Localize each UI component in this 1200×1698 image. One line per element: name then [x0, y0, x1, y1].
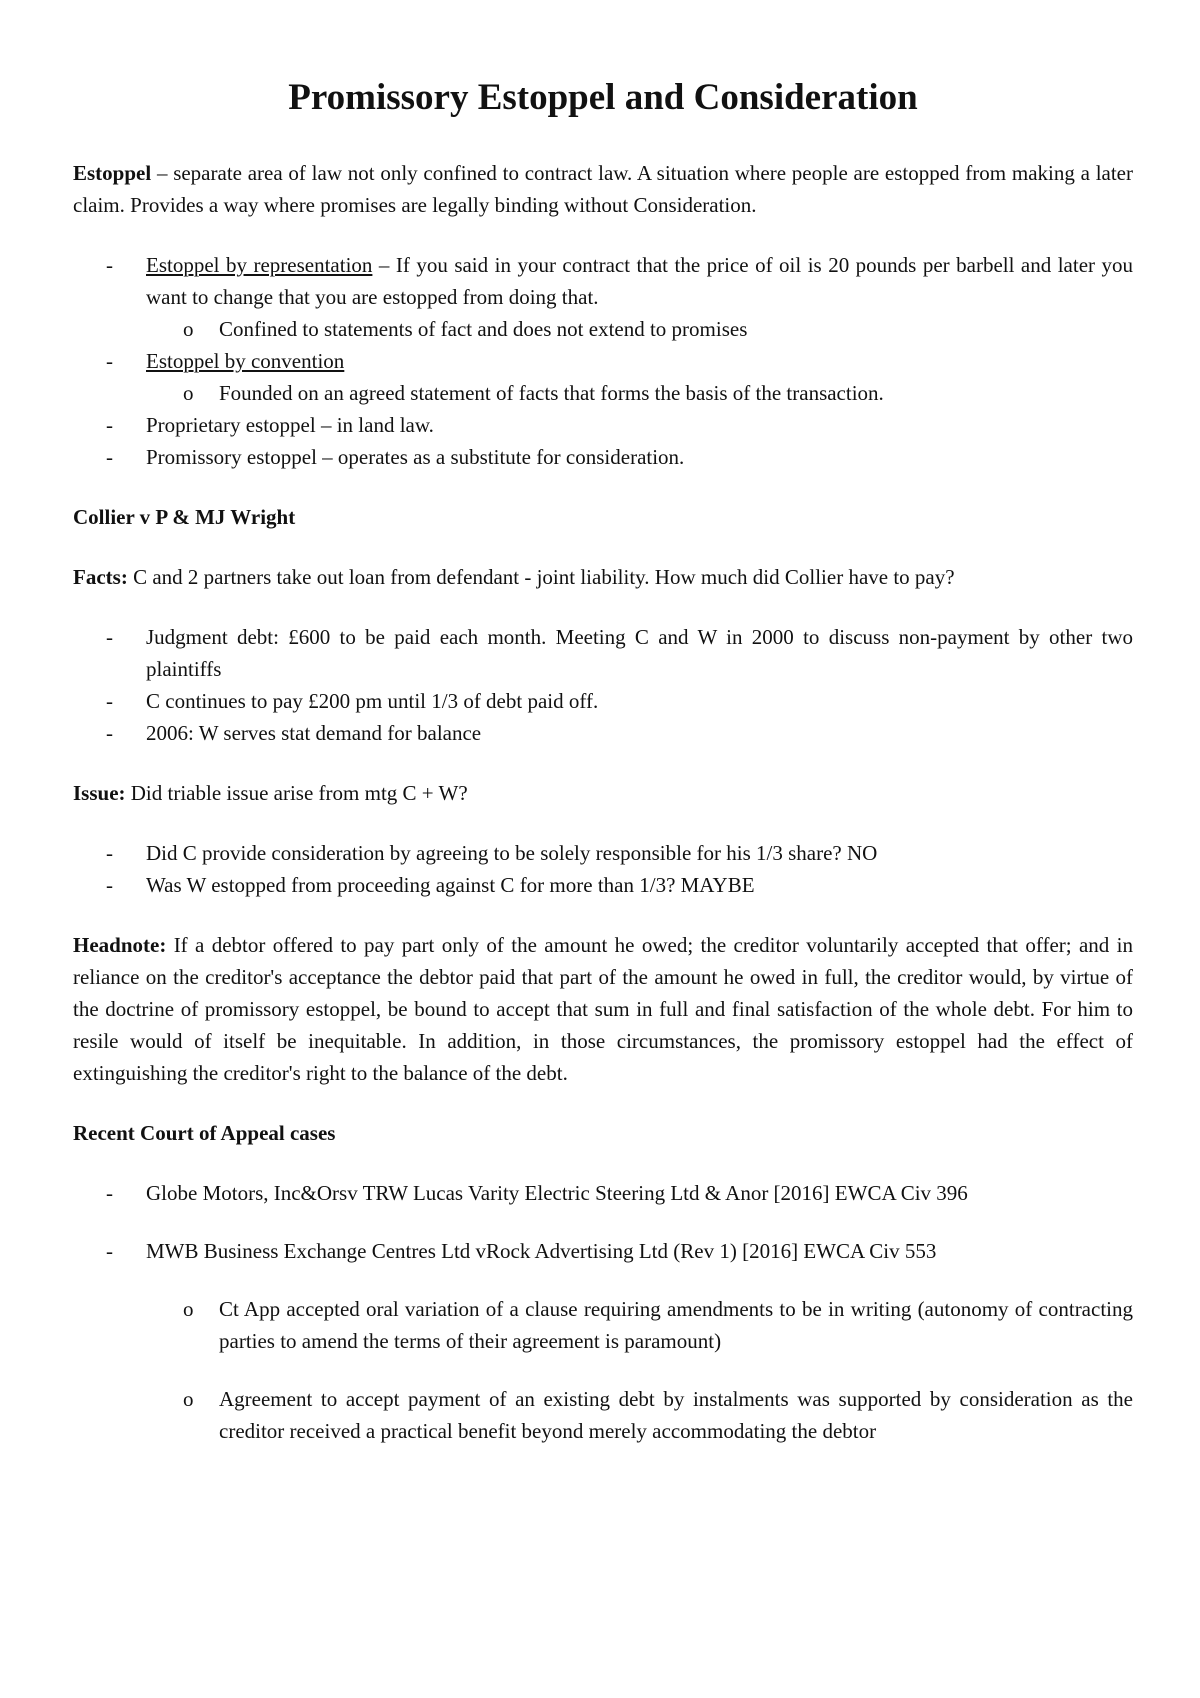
- estoppel-types-list: [73, 249, 1133, 473]
- facts-text: C and 2 partners take out loan from defendant - joint liability. How much did Collier have to pay?: [127, 565, 955, 589]
- headnote-label: Headnote:: [73, 933, 167, 957]
- facts-label: Facts:: [73, 565, 128, 589]
- document-body: [73, 70, 1133, 1447]
- bullet-marker: -: [106, 689, 113, 713]
- item-text: – If you said in your contract that the price of oil is 20 pounds per barbell and later you want to change that you are estopped from doing that.: [146, 253, 1134, 309]
- item-text: Promissory estoppel – operates as a substitute for consideration.: [146, 445, 685, 469]
- item-text: Globe Motors, Inc&Orsv TRW Lucas Varity Electric Steering Ltd & Anor [2016] EWCA Civ 396: [146, 1181, 968, 1205]
- headnote-paragraph: [73, 929, 1133, 1089]
- item-term: Estoppel by representation: [146, 253, 373, 277]
- issue-list: [73, 837, 1133, 901]
- bullet-marker: -: [106, 721, 113, 745]
- bullet-marker: -: [106, 445, 113, 469]
- issue-label: Issue:: [73, 781, 126, 805]
- case-title: Collier v P & MJ Wright: [73, 505, 296, 529]
- bullet-marker: -: [106, 253, 113, 277]
- sub-list-item: [73, 377, 1133, 409]
- facts-paragraph: [73, 561, 1133, 593]
- item-text: Judgment debt: £600 to be paid each month. Meeting C and W in 2000 to discuss non-payment by other two plaintiffs: [146, 625, 1133, 681]
- item-text: MWB Business Exchange Centres Ltd vRock Advertising Ltd (Rev 1) [2016] EWCA Civ 553: [146, 1239, 937, 1263]
- list-item: [73, 685, 1133, 717]
- list-item: [73, 621, 1133, 685]
- bullet-marker: -: [106, 873, 113, 897]
- list-item: [73, 869, 1133, 901]
- facts-list: [73, 621, 1133, 749]
- list-item: [73, 441, 1133, 473]
- recent-cases-title: Recent Court of Appeal cases: [73, 1121, 336, 1145]
- issue-paragraph: [73, 777, 1133, 809]
- intro-text: – separate area of law not only confined to contract law. A situation where people are estopped from making a later claim. Provides a way where promises are legally binding without Consideration.: [73, 161, 1133, 217]
- sub-list-item: [73, 313, 1133, 345]
- list-item: [73, 345, 1133, 377]
- sub-item-text: Founded on an agreed statement of facts that forms the basis of the transaction.: [219, 381, 884, 405]
- recent-cases-list: [73, 1177, 1133, 1447]
- list-item: [73, 837, 1133, 869]
- headnote-text: If a debtor offered to pay part only of the amount he owed; the creditor voluntarily accepted that offer; and in reliance on the creditor's acceptance the debtor paid that part of the amount he owed in full, the creditor would, by virtue of the doctrine of promissory estoppel, be bound to accept that sum in full and final satisfaction of the whole debt. For him to resile would of itself be inequitable. In addition, in those circumstances, the promissory estoppel had the effect of extinguishing the creditor's right to the balance of the debt.: [73, 933, 1133, 1085]
- bullet-marker: -: [106, 625, 113, 649]
- page-title: Promissory Estoppel and Consideration: [288, 77, 918, 118]
- item-term: Estoppel by convention: [146, 349, 345, 373]
- bullet-marker: -: [106, 1181, 113, 1205]
- bullet-marker: -: [106, 413, 113, 437]
- item-text: Was W estopped from proceeding against C for more than 1/3? MAYBE: [146, 873, 755, 897]
- list-item: [73, 717, 1133, 749]
- bullet-marker: -: [106, 349, 113, 373]
- sub-bullet-marker: o: [183, 381, 194, 405]
- item-text: 2006: W serves stat demand for balance: [146, 721, 482, 745]
- bullet-marker: -: [106, 841, 113, 865]
- sub-bullet-marker: o: [183, 317, 194, 341]
- issue-text: Did triable issue arise from mtg C + W?: [125, 781, 468, 805]
- list-item: [73, 409, 1133, 441]
- sub-item-text: Agreement to accept payment of an existing debt by instalments was supported by consideration as the creditor received a practical benefit beyond merely accommodating the debtor: [219, 1387, 1133, 1443]
- sub-item-text: Ct App accepted oral variation of a clause requiring amendments to be in writing (autonomy of contracting parties to amend the terms of their agreement is paramount): [219, 1297, 1133, 1353]
- sub-bullet-marker: o: [183, 1297, 194, 1321]
- sub-list-item: [73, 1383, 1133, 1447]
- item-text: Did C provide consideration by agreeing to be solely responsible for his 1/3 share? NO: [146, 841, 878, 865]
- intro-term: Estoppel: [73, 161, 152, 185]
- bullet-marker: -: [106, 1239, 113, 1263]
- item-text: Proprietary estoppel – in land law.: [146, 413, 434, 437]
- item-text: C continues to pay £200 pm until 1/3 of debt paid off.: [146, 689, 599, 713]
- list-item: [73, 1177, 1133, 1209]
- sub-list-item: [73, 1293, 1133, 1357]
- list-item: [73, 1235, 1133, 1267]
- sub-item-text: Confined to statements of fact and does not extend to promises: [219, 317, 748, 341]
- intro-paragraph: [73, 157, 1133, 221]
- list-item: [73, 249, 1133, 313]
- sub-bullet-marker: o: [183, 1387, 194, 1411]
